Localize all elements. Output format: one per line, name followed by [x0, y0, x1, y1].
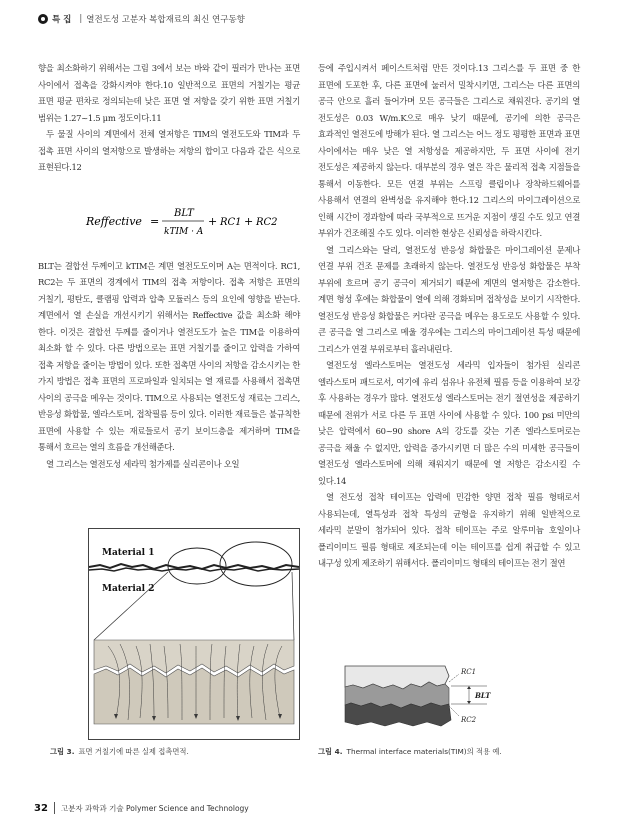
figure-4-svg: [337, 660, 547, 738]
formula-denominator: kTIM · A: [164, 226, 204, 237]
resistance-formula: [38, 190, 300, 248]
header-title: 열전도성 고분자 복합재료의 최신 연구동향: [86, 15, 245, 25]
formula-numerator: BLT: [174, 207, 194, 219]
formula-svg: [38, 190, 300, 248]
figure-3-svg: [88, 528, 300, 740]
blt-arrow-up: [467, 686, 471, 689]
page-header: [38, 11, 245, 27]
formula-plus-1: +: [208, 214, 218, 228]
figure-3-caption-label: 그림 3.: [50, 747, 75, 756]
left-column: [38, 60, 300, 472]
formula-lhs: Reffective: [86, 214, 142, 228]
right-paragraph-1: 등에 주입시켜서 페이스트처럼 만든 것이다.13 그리스를 두 표면 중 한 표면에 도포한 후, 다른 표면에 눌러서 밀착시키면, 그리스는 다른 표면의 공극 안으로 흘러 들어가며 모든 공극들은 그리스로 채워진다. 공기의 열 전도성은 0.03 W/m.K으로 매우 낮기 때문에, 공기에 의한 공극은 효과적인 열전도에 방해가 된다. 열 그리스는 어느 정도 평평한 표면과 표면 사이에서는 매우 낮은 열 저항성을 제공하지만, 두 표면 사이에 전기 전도성은 제공하지 않는다. 대부분의 경우 열은 작은 물리적 접촉 지점들을 통해서 이동한다. 모든 연결 부위는 스프링 클립이나 장착하드웨어를 사용해서 연결의 완벽성을 유지해야 한다.12 그리스의 마이그레이션으로 인해 시간이 경과함에 따라 국부적으로 뜨거운 지점이 생길 수도 있고 연결 부위가 건조해질 수도 있다. 이러한 현상은 신뢰성을 하락시킨다.: [318, 63, 580, 238]
blt-label: BLT: [475, 691, 491, 700]
right-paragraph-2: 열 그리스와는 달리, 열전도성 반응성 화합물은 마이그레이션 문제나 연결 부위 건조 문제를 초래하지 않는다. 열전도성 반응성 화합물은 부착 부위에 흐르며 공기 공극이 제거되기 때문에 계면의 열저항은 감소한다. 계면 형성 후에는 화합물이 열에 의해 경화되며 접착성을 보이기 시작한다. 열전도성 반응성 화합물은 커다란 공극을 메우는 용도로도 사용할 수 있다. 큰 공극을 열 그리스로 메울 경우에는 그리스의 마이그레이션 특성 때문에 그리스가 연결 부위로부터 흘러내린다.: [318, 244, 580, 354]
figure-4-caption-text: Thermal interface materials(TIM)의 적용 예.: [346, 747, 502, 756]
figure-4: [337, 660, 547, 738]
magnified-lower-surface: [94, 668, 294, 724]
rc2-label: RC2: [461, 716, 477, 724]
page-footer: [34, 802, 249, 814]
figure-3: [88, 528, 300, 740]
rc1-leader: [449, 674, 459, 682]
blt-arrow-down: [467, 701, 471, 704]
section-label: 특 집: [52, 15, 72, 25]
left-paragraph-2: 두 물질 사이의 계면에서 전체 열저항은 TIM의 열전도도와 TIM과 두 접촉 표면 사이의 열저항으로 발생하는 저항의 합이고 다음과 같은 식으로 표현된다.12: [38, 129, 300, 172]
material-1-label: Material 1: [102, 548, 155, 558]
right-paragraph-3: 열전도성 엘라스토머는 열전도성 세라믹 입자들이 첨가된 실리콘 엘라스토머 패드로서, 여기에 유리 섬유나 유전체 필름 등을 이용하여 보강 후 사용하는 경우가 많다. 열전도성 엘라스토머는 전기 절연성을 제공하기 때문에 전위가 서로 다른 두 표면 사이에 사용할 수 있다. 100 psi 미만의 낮은 압력에서 60~90 shore A의 강도를 갖는 기존 엘라스토머로는 공극을 채울 수 없지만, 압력을 증가시키면 더 많은 수의 미세한 공극들이 열전도성 엘라스토머에 의해 채워지기 때문에 열 저항은 감소시킬 수 있다.14: [318, 360, 580, 486]
formula-term-2: RC2: [256, 216, 278, 228]
left-paragraph-4: 열 그리스는 열전도성 세라믹 첨가제를 실리콘이나 오일: [46, 458, 240, 469]
figure-4-caption: [318, 747, 502, 757]
bullet-icon: [38, 14, 48, 24]
figure-3-caption-text: 표면 거칠기에 따른 실제 접촉면적.: [78, 747, 189, 756]
right-column: [318, 60, 580, 572]
left-paragraph-3: BLT는 결합선 두께이고 kTIM은 계면 열전도도이며 A는 면적이다. RC1, RC2는 두 표면의 경계에서 TIM의 접촉 저항이다. 접촉 저항은 표면의 거칠기, 평탄도, 클램핑 압력과 압축 모듈러스 등의 요인에 영향을 받는다. 계면에서 열 손실을 개선시키기 위해서는 Reffective 값을 최소화 해야 한다. 이것은 결합선 두께를 줄이거나 열전도도가 높은 TIM을 이용하여 최소화 할 수 있다. 다른 방법으로는 표면 거칠기를 줄이고 압력을 가하여 접촉 저항을 줄이는 방법이 있다. 또한 접촉면 사이의 저항을 감소시키는 한 가지 방법은 접촉 표면의 프로파일과 일치되는 열 재료를 사용해서 접촉면 사이의 공극을 메우는 것이다. TIM으로 사용되는 열전도성 재료는 그리스, 반응성 화합물, 엘라스토머, 접착필름 등이 있다. 이러한 재료들은 불규칙한 표면에 사용할 수 있는 재료들로서 공기 보이드층을 제거하며 TIM을 통해서 흐르는 열의 흐름을 개선해준다.: [38, 260, 300, 452]
formula-term-1: RC1: [220, 216, 242, 228]
figure-3-caption: [50, 747, 189, 757]
figure-4-caption-label: 그림 4.: [318, 747, 343, 756]
formula-equals: =: [150, 214, 160, 228]
formula-plus-2: +: [244, 214, 254, 228]
footer-divider: [54, 802, 55, 814]
right-paragraph-4: 열 전도성 접착 테이프는 압력에 민감한 양면 접착 필름 형태로서 사용되는데, 열특성과 접착 특성의 균형을 유지하기 위해 일반적으로 세라믹 분말이 첨가되어 있다. 접착 테이프는 주로 알루미늄 호일이나 폴리이미드 필름 형태로 제조되는데 이는 테이프를 쉽게 취급할 수 있고 내구성 있게 제조하기 위해서다. 폴리이미드 형태의 테이프는 전기 절연: [318, 492, 580, 568]
material-2-label: Material 2: [102, 584, 155, 594]
header-separator: |: [79, 14, 83, 24]
rc1-label: RC1: [461, 668, 477, 676]
left-paragraph-1: 향을 최소화하기 위해서는 그림 3에서 보는 바와 같이 필러가 만나는 표면 사이에서 접촉을 강화시켜야 한다.10 일반적으로 표면의 거칠기는 평균 표면 평균 편차로 정의되는데 낮은 표면 열 저항을 갖기 위한 표면 거칠기 범위는 1.27~1.5 μm 정도이다.11: [38, 63, 300, 123]
page-number: 32: [34, 802, 48, 814]
journal-name: 고분자 과학과 기술 Polymer Science and Technology: [60, 803, 249, 813]
